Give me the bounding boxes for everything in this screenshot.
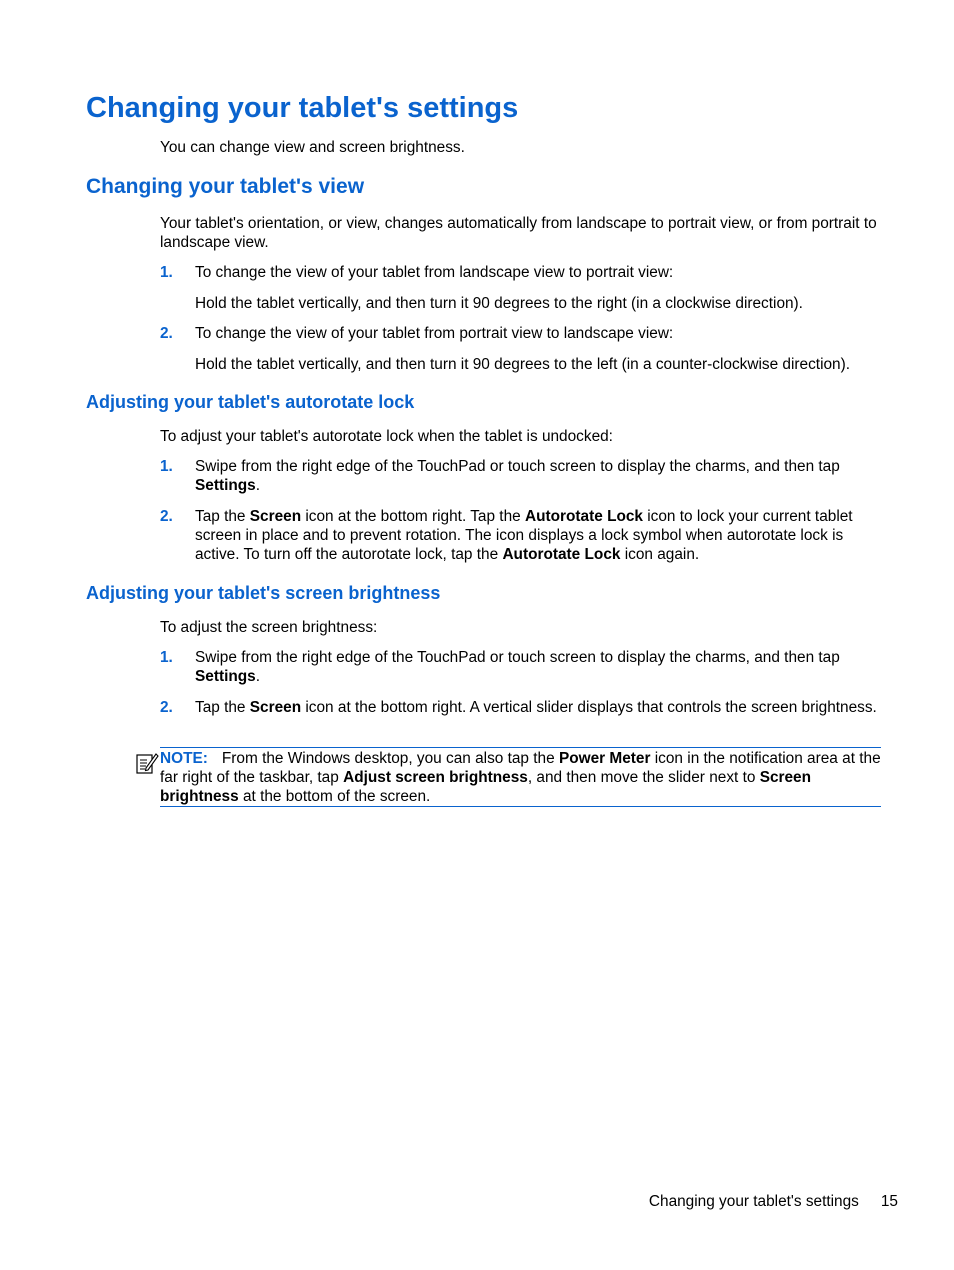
screen-term: Screen: [249, 508, 302, 525]
brightness-step-2-text: Tap the Screen icon at the bottom right. A vertical slider displays that controls the screen brightness.: [195, 699, 877, 716]
settings-term: Settings: [195, 477, 256, 494]
section-heading-autorotate: Adjusting your tablet's autorotate lock: [86, 392, 415, 412]
brightness-body-text: To adjust the screen brightness:: [160, 619, 378, 636]
section-heading-brightness: Adjusting your tablet's screen brightness: [86, 583, 441, 603]
view-step-2-text: To change the view of your tablet from portrait view to landscape view:: [195, 325, 674, 342]
autorotate-lock-term: Autorotate Lock: [502, 546, 621, 563]
brightness-step-1-text: Swipe from the right edge of the TouchPad or touch screen to display the charms, and then tap Settings.: [195, 649, 840, 685]
brightness-step-2-number: 2.: [160, 699, 173, 716]
view-step-2-detail: Hold the tablet vertically, and then turn it 90 degrees to the left (in a counter-clockwise direction).: [195, 356, 851, 373]
adjust-brightness-term: Adjust screen brightness: [343, 769, 528, 786]
brightness-step-1-number: 1.: [160, 649, 173, 666]
page-footer: [649, 1192, 898, 1211]
screen-term: Screen: [249, 699, 302, 716]
autorotate-step-2-text: Tap the Screen icon at the bottom right. Tap the Autorotate Lock icon to lock your current tablet screen in place and to prevent rotation. The icon displays a lock symbol when autorotate lock is active. To turn off the autorotate lock, tap the Autorotate Lock icon again.: [195, 508, 853, 563]
intro-text: You can change view and screen brightness.: [160, 139, 465, 156]
note-icon: [135, 751, 159, 775]
screen-brightness-term: Screen brightness: [160, 769, 812, 805]
note-text: NOTE: From the Windows desktop, you can also tap the Power Meter icon in the notification area at the far right of the taskbar, tap Adjust screen brightness, and then move the slider next to Screen brightness at the bottom of the screen.: [160, 750, 881, 805]
section-heading-view: Changing your tablet's view: [86, 175, 365, 198]
view-body-text: Your tablet's orientation, or view, changes automatically from landscape to portrait view, or from portrait to landscape view.: [160, 215, 877, 251]
view-step-1-detail: Hold the tablet vertically, and then turn it 90 degrees to the right (in a clockwise direction).: [195, 295, 803, 312]
footer-section-title: Changing your tablet's settings: [648, 1193, 859, 1210]
view-step-1-text: To change the view of your tablet from landscape view to portrait view:: [195, 264, 674, 281]
note-box: [160, 747, 881, 807]
power-meter-term: Power Meter: [558, 750, 651, 767]
page-number: 15: [880, 1193, 898, 1210]
page-title: Changing your tablet's settings: [86, 92, 519, 124]
note-label: NOTE:: [160, 750, 208, 767]
autorotate-step-1-number: 1.: [160, 458, 173, 475]
autorotate-lock-term: Autorotate Lock: [524, 508, 643, 525]
autorotate-step-2-number: 2.: [160, 508, 173, 525]
view-step-1-number: 1.: [160, 264, 173, 281]
settings-term: Settings: [195, 668, 256, 685]
autorotate-body-text: To adjust your tablet's autorotate lock when the tablet is undocked:: [160, 428, 613, 445]
view-step-2-number: 2.: [160, 325, 173, 342]
autorotate-step-1-text: Swipe from the right edge of the TouchPad or touch screen to display the charms, and then tap Settings.: [195, 458, 840, 494]
